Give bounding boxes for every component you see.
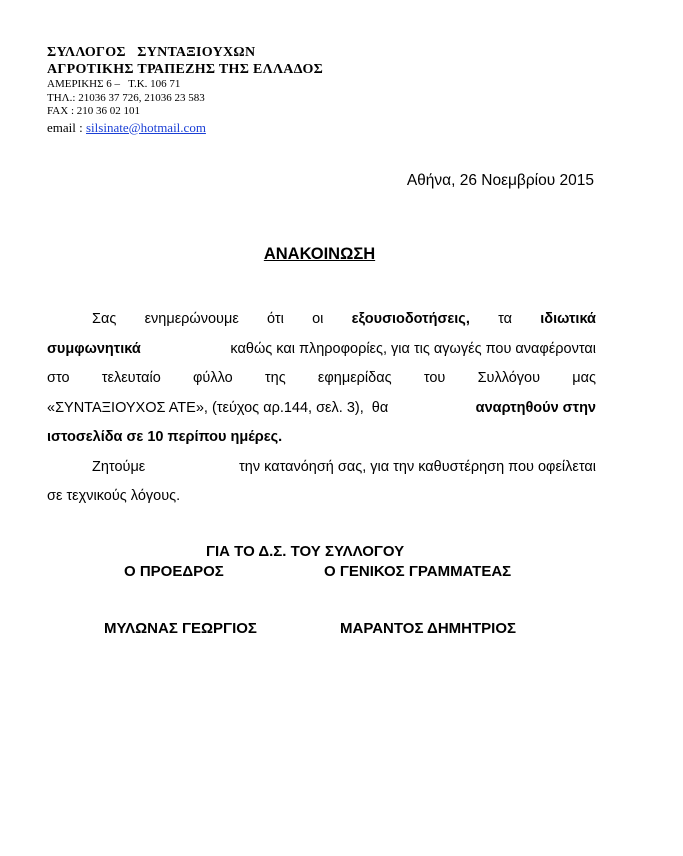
body-word: Συλλόγου [477,370,541,386]
body-word: στο [47,370,70,386]
body-phrase-bold: αναρτηθούν στην [475,399,596,416]
body-line-2 [47,335,596,365]
letterhead [47,44,323,136]
email-link[interactable]: silsinate@hotmail.com [86,119,206,135]
fax: FAX : 210 36 02 101 [47,105,140,117]
body-line-4 [47,394,596,424]
secretary-title: Ο ΓΕΝΙΚΟΣ ΓΡΑΜΜΑΤΕΑΣ [324,563,512,580]
body-word-bold: ιδιωτικά [540,311,596,327]
email-line [47,120,323,136]
announcement-title-text: ΑΝΑΚΟΙΝΩΣΗ [263,245,376,263]
association-name-line2: ΑΓΡΟΤΙΚΗΣ ΤΡΑΠΕΖΗΣ ΤΗΣ ΕΛΛΑΔΟΣ [47,62,324,77]
body-phrase: σε τεχνικούς λόγους. [47,488,181,504]
body-line-5 [47,423,596,453]
body-word: ότι [267,311,284,327]
body-word: φύλλο [193,370,233,386]
president-name: ΜΥΛΩΝΑΣ ΓΕΩΡΓΙΟΣ [104,620,257,637]
phone: ΤΗΛ.: 21036 37 726, 21036 23 583 [47,91,205,104]
body-word: του [423,370,446,386]
body-word: τα [498,311,513,327]
body-word: εφημερίδας [317,370,392,386]
secretary-name: ΜΑΡΑΝΤΟΣ ΔΗΜΗΤΡΙΟΣ [340,620,517,637]
body-line-3 [47,364,596,394]
body-word: τελευταίο [101,370,161,386]
body-word-bold: εξουσιοδοτήσεις, [351,311,470,327]
body-word-bold: συμφωνητικά [47,340,141,357]
address: ΑΜΕΡΙΚΗΣ 6 – Τ.Κ. 106 71 [47,78,181,90]
date: Αθήνα, 26 Νοεμβρίου 2015 [406,172,594,189]
announcement-title [0,245,683,264]
body-line-7 [47,482,596,512]
body-phrase: «ΣΥΝΤΑΞΙΟΥΧΟΣ ΑΤΕ», (τεύχος αρ.144, σελ. 3), θα [47,399,389,416]
email-label: email : [47,119,86,135]
body-word: ενημερώνουμε [144,311,239,327]
announcement-body [47,305,596,512]
body-line-1 [47,305,596,335]
body-phrase-bold: ιστοσελίδα σε 10 περίπου ημέρες. [47,429,283,445]
body-phrase: την κατανόησή σας, για την καθυστέρηση που οφείλεται [239,458,596,475]
body-word: της [264,370,286,386]
signature-header: ΓΙΑ ΤΟ Δ.Σ. ΤΟΥ ΣΥΛΛΟΓΟΥ [206,543,405,560]
association-name-line1: ΣΥΛΛΟΓΟΣ ΣΥΝΤΑΞΙΟΥΧΩΝ [47,45,256,60]
body-word: μας [572,370,596,386]
body-line-6 [47,453,596,483]
body-word: Σας [92,311,117,327]
president-title: Ο ΠΡΟΕΔΡΟΣ [124,563,224,580]
body-word: Ζητούμε [92,458,146,475]
body-word: οι [312,311,324,327]
body-phrase: καθώς και πληροφορίες, για τις αγωγές που αναφέρονται [230,340,596,357]
